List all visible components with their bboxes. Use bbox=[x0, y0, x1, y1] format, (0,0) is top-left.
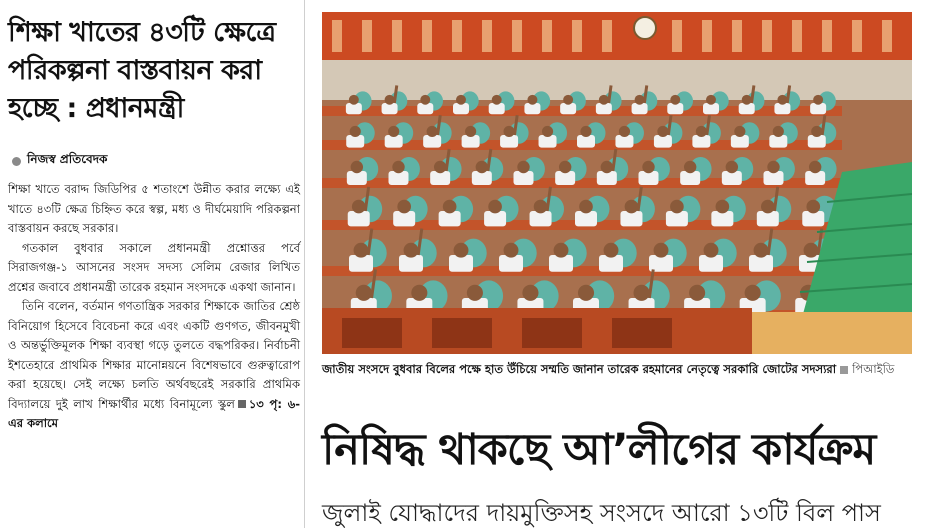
bullet-dot-icon bbox=[12, 157, 21, 166]
clock-icon bbox=[634, 17, 656, 39]
paragraph-3-text: তিনি বলেন, বর্তমান গণতান্ত্রিক সরকার শিক্ষাকে জাতির শ্রেষ্ঠ বিনিয়োগ হিসেবে বিবেচনা করে এবং একটি গুণগত, জীবনমুখী ও অন্তর্ভুক্তিমূলক শিক্ষা ব্যবস্থা গড়ে তুলতে বদ্ধপরিকর। নির্বাচনী ইশতেহারে প্রাথমিক শিক্ষার মানোন্নয়নে বিশেষভাবে গুরুত্বারোপ করা হয়েছে। সেই লক্ষ্যে চলতি অর্থবছরেই সরকারি প্রাথমিক বিদ্যালয়ে দুই লাখ শিক্ষার্থীর মধ্যে বিনামূল্যে স্কুল bbox=[8, 299, 300, 411]
byline bbox=[12, 151, 107, 171]
parliament-photo bbox=[322, 12, 912, 354]
left-article-headline: শিক্ষা খাতের ৪৩টি ক্ষেত্রে পরিকল্পনা বাস্তবায়ন করা হচ্ছে : প্রধানমন্ত্রী bbox=[8, 17, 276, 124]
jump-link[interactable]: ১৩ পৃ: ৬-এর কলামে bbox=[8, 396, 301, 430]
left-article-body bbox=[8, 180, 300, 434]
left-article bbox=[0, 0, 300, 528]
paragraph-2: গতকাল বুধবার সকালে প্রধানমন্ত্রী প্রশ্নোত্তর পর্বে সিরাজগঞ্জ-১ আসনের সংসদ সদস্য সেলিম রেজার লিখিত প্রশ্নের জবাবে প্রধানমন্ত্রী তারেক রহমান সংসদকে একথা জানান। bbox=[8, 240, 300, 294]
main-headline: নিষিদ্ধ থাকছে আ’লীগের কার্যক্রম bbox=[322, 425, 876, 475]
paragraph-1: শিক্ষা খাতে বরাদ্দ জিডিপির ৫ শতাংশে উন্নীত করার লক্ষ্যে এই খাতে ৪৩টি ক্ষেত্র চিহ্নিত করে স্বল্প, মধ্য ও দীর্ঘমেয়াদি পরিকল্পনা বাস্তবায়ন করছে সরকার। bbox=[8, 182, 300, 235]
column-divider bbox=[304, 0, 305, 528]
parliament-photo-illustration bbox=[322, 12, 912, 354]
main-subheadline: জুলাই যোদ্ধাদের দায়মুক্তিসহ সংসদে আরো ১৩টি বিল পাস bbox=[322, 499, 881, 527]
photo-credit: পিআইডি bbox=[852, 362, 895, 376]
paragraph-3 bbox=[8, 297, 300, 434]
byline-text: নিজস্ব প্রতিবেদক bbox=[27, 152, 108, 166]
photo-caption bbox=[322, 360, 912, 379]
credit-square-icon bbox=[840, 366, 848, 374]
jump-square-icon bbox=[238, 400, 246, 408]
photo-caption-text: জাতীয় সংসদে বুধবার বিলের পক্ষে হাত উঁচিয়ে সম্মতি জানান তারেক রহমানের নেতৃত্বে সরকারি জোটের সদস্যরা bbox=[322, 362, 837, 376]
